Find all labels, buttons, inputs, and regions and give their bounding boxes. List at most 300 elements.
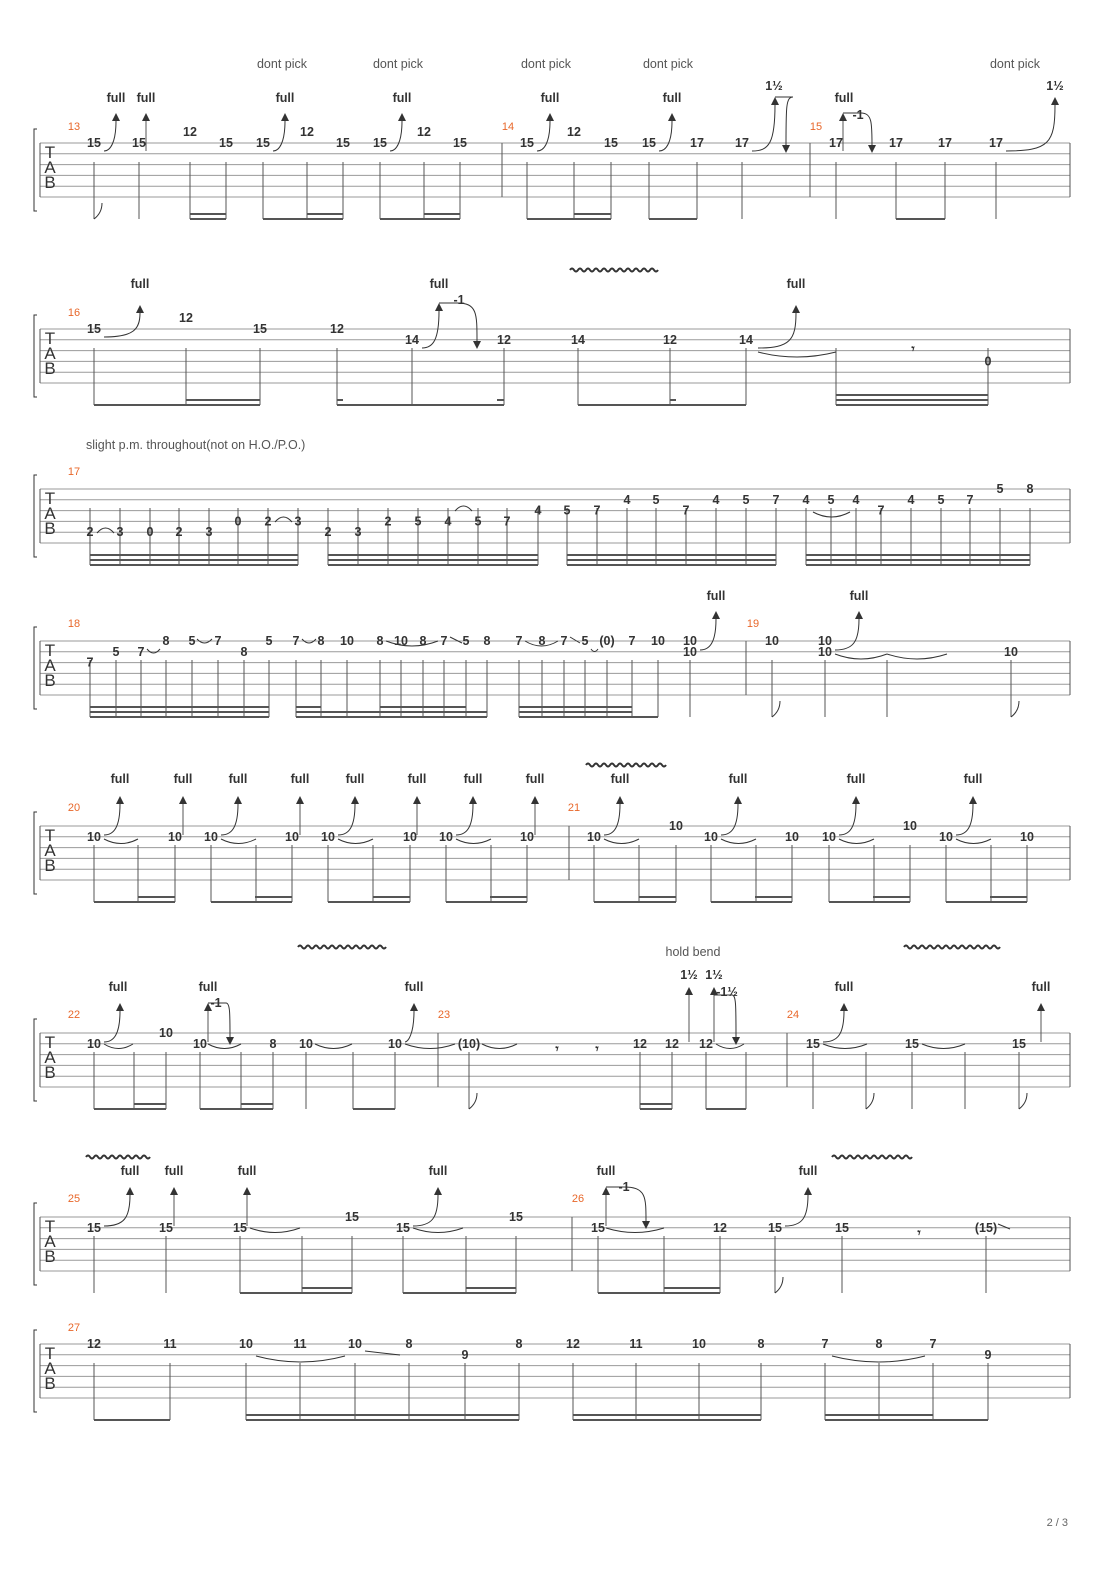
bend-curve <box>839 804 856 835</box>
tab-clef-letter: A <box>44 841 56 860</box>
tie-slur <box>887 654 947 659</box>
measure-number: 22 <box>67 1009 81 1021</box>
fret-number: 9 <box>461 1347 469 1362</box>
technique-annotation: dont pick <box>256 57 308 71</box>
tab-clef-letter: B <box>44 671 56 690</box>
bend-amount: full <box>110 772 130 786</box>
tab-clef-letter: A <box>44 504 56 523</box>
fret-number: 10 <box>651 634 665 648</box>
fret-number: 14 <box>739 332 753 347</box>
bend-arrowhead <box>804 1187 812 1195</box>
bend-amount: full <box>198 980 218 994</box>
tie-slur <box>456 839 491 844</box>
page-indicator: 2 / 3 <box>1046 1517 1068 1529</box>
tie-slur <box>147 649 160 653</box>
tie-slur <box>104 1044 133 1049</box>
fret-number: 5 <box>827 492 835 507</box>
release-curve <box>439 303 477 341</box>
bend-amount: full <box>834 91 854 105</box>
fret-number: 3 <box>116 525 124 540</box>
fret-number: 15 <box>219 136 233 150</box>
fret-number: 7 <box>137 644 145 659</box>
bend-curve <box>413 1195 438 1226</box>
release-amount: -1 <box>210 996 222 1010</box>
fret-number: 12 <box>179 311 193 325</box>
fret-number: 15 <box>905 1036 919 1051</box>
fret-number: 7 <box>560 634 568 648</box>
fret-number: 15 <box>253 322 267 336</box>
slide <box>450 637 462 643</box>
note-flag <box>1019 1093 1027 1109</box>
fret-number: 4 <box>534 503 542 518</box>
fret-number: 3 <box>294 514 302 529</box>
vibrato-mark <box>570 269 658 272</box>
fret-number: 7 <box>682 503 690 518</box>
fret-number: 15 <box>604 136 618 150</box>
bend-amount: full <box>120 1164 140 1178</box>
fret-number: 5 <box>462 634 470 648</box>
fret-number: 10 <box>822 829 836 844</box>
system-brace <box>34 315 37 397</box>
fret-number: (15) <box>974 1220 998 1235</box>
bend-arrowhead <box>1037 1003 1045 1011</box>
tie-slur <box>956 839 991 844</box>
bend-amount: full <box>275 91 295 105</box>
bend-amount: full <box>1031 980 1051 994</box>
bend-curve <box>785 1195 808 1226</box>
fret-number: 8 <box>538 634 546 648</box>
fret-number: 15 <box>336 136 350 150</box>
technique-annotation: dont pick <box>372 57 424 71</box>
release-amount: -1 <box>453 293 465 307</box>
fret-number: 5 <box>937 492 945 507</box>
system-brace <box>34 1330 37 1412</box>
eighth-rest: 𝄾 <box>917 1226 921 1240</box>
bend-amount: 1½ <box>1046 79 1064 93</box>
tab-clef-letter: A <box>44 158 56 177</box>
tab-clef-letter: T <box>44 1033 56 1052</box>
fret-number: 0 <box>234 514 242 529</box>
bend-amount: full <box>834 980 854 994</box>
fret-number: 17 <box>829 136 843 150</box>
fret-number: 10 <box>321 829 335 844</box>
fret-number: 11 <box>163 1337 177 1351</box>
tie-slur <box>721 839 756 844</box>
fret-number: 12 <box>183 125 197 139</box>
fret-number: 10 <box>87 829 101 844</box>
bend-arrowhead <box>969 796 977 804</box>
tie-slur <box>823 1044 867 1049</box>
fret-number: 8 <box>317 634 325 648</box>
bend-arrowhead <box>685 987 693 995</box>
tab-clef-letter: A <box>44 1048 56 1067</box>
fret-number: 8 <box>162 634 170 648</box>
note-flag <box>866 1093 874 1109</box>
bend-amount: full <box>525 772 545 786</box>
fret-number: 5 <box>474 514 482 529</box>
bend-arrowhead <box>771 97 779 105</box>
fret-number: 10 <box>587 829 601 844</box>
fret-number: 7 <box>515 634 523 648</box>
tie-slur <box>250 1228 300 1233</box>
bend-arrowhead <box>136 305 144 313</box>
note-flag <box>775 1277 783 1293</box>
bend-amount: 1½ <box>705 968 723 982</box>
bend-arrowhead <box>434 1187 442 1195</box>
fret-number: 8 <box>875 1337 883 1351</box>
tab-clef-letter: A <box>44 656 56 675</box>
tie-slur <box>256 1356 345 1362</box>
fret-number: 17 <box>889 136 903 150</box>
bend-arrowhead <box>602 1187 610 1195</box>
bend-curve <box>752 105 775 151</box>
fret-number: 7 <box>821 1337 829 1351</box>
bend-amount: full <box>404 980 424 994</box>
fret-number: 10 <box>765 634 779 648</box>
bend-arrowhead <box>296 796 304 804</box>
tie-slur <box>482 1044 517 1049</box>
bend-amount: full <box>728 772 748 786</box>
tie-slur <box>604 839 639 844</box>
bend-amount: full <box>392 91 412 105</box>
bend-curve <box>104 1195 130 1226</box>
fret-number: 8 <box>515 1337 523 1351</box>
bend-amount: 1½ <box>680 968 698 982</box>
tab-clef-letter: A <box>44 1232 56 1251</box>
fret-number: 17 <box>938 136 952 150</box>
fret-number: 4 <box>907 492 915 507</box>
fret-number: 15 <box>520 136 534 150</box>
bend-curve <box>700 619 716 650</box>
fret-number: 12 <box>417 125 431 139</box>
bend-arrowhead <box>112 113 120 121</box>
tab-clef-letter: B <box>44 1247 56 1266</box>
tab-clef-letter: A <box>44 344 56 363</box>
fret-number: 8 <box>240 644 248 659</box>
fret-number: 7 <box>503 514 511 529</box>
fret-number: 17 <box>690 136 704 150</box>
fret-number: 0 <box>984 354 992 369</box>
measure-number: 14 <box>501 121 515 133</box>
release-arrowhead <box>868 145 876 153</box>
fret-number: 12 <box>663 332 677 347</box>
tab-clef-letter: B <box>44 519 56 538</box>
bend-amount: full <box>130 277 150 291</box>
bend-amount: full <box>540 91 560 105</box>
fret-number: 10 <box>193 1036 207 1051</box>
fret-number: 14 <box>571 332 585 347</box>
fret-number: 10 <box>159 1025 173 1040</box>
bend-arrowhead <box>116 1003 124 1011</box>
fret-number: 2 <box>384 514 392 529</box>
fret-number: 2 <box>175 525 183 540</box>
fret-number: 12 <box>87 1337 101 1351</box>
tie-slur <box>591 649 598 652</box>
fret-number: 10 <box>939 829 953 844</box>
bend-curve <box>1006 105 1055 151</box>
fret-number: 7 <box>966 492 974 507</box>
release-curve <box>714 995 736 1037</box>
fret-number: 8 <box>376 634 384 648</box>
bend-arrowhead <box>116 796 124 804</box>
fret-number: 12 <box>633 1036 647 1051</box>
tab-clef-letter: T <box>44 641 56 660</box>
fret-number: 7 <box>440 634 448 648</box>
fret-number: 15 <box>87 136 101 150</box>
bend-arrowhead <box>410 1003 418 1011</box>
measure-number: 21 <box>567 802 581 814</box>
fret-number: 5 <box>581 634 589 648</box>
tab-clef-letter: B <box>44 173 56 192</box>
bend-curve <box>104 804 120 835</box>
fret-number: 7 <box>772 492 780 507</box>
note-flag <box>94 203 102 219</box>
fret-number: 10 <box>239 1337 253 1351</box>
fret-number: 12 <box>699 1036 713 1051</box>
bend-amount: full <box>228 772 248 786</box>
fret-number: 11 <box>629 1337 643 1351</box>
note-flag <box>772 701 780 717</box>
bend-curve <box>104 121 116 151</box>
fret-number: 3 <box>354 525 362 540</box>
fret-number: 7 <box>877 503 885 518</box>
bend-curve <box>221 804 238 835</box>
tab-clef-letter: B <box>44 359 56 378</box>
fret-number: 2 <box>86 525 94 540</box>
system-brace <box>34 475 37 557</box>
fret-number: 7 <box>628 634 636 648</box>
fret-number: 5 <box>996 482 1004 496</box>
fret-number: 12 <box>566 1337 580 1351</box>
bend-arrowhead <box>852 796 860 804</box>
tie-slur <box>104 839 138 844</box>
bend-arrowhead <box>668 113 676 121</box>
fret-number: 10 <box>1004 644 1018 659</box>
fret-number: 5 <box>563 503 571 518</box>
bend-amount: full <box>290 772 310 786</box>
technique-annotation: dont pick <box>520 57 572 71</box>
fret-number: 10 <box>168 829 182 844</box>
fret-number: 5 <box>265 634 273 648</box>
bend-curve <box>604 804 620 835</box>
measure-number: 17 <box>67 466 81 478</box>
fret-number: 12 <box>497 332 511 347</box>
fret-number: 10 <box>285 829 299 844</box>
fret-number: 15 <box>87 1220 101 1235</box>
vibrato-mark <box>586 764 666 767</box>
fret-number: 12 <box>567 125 581 139</box>
bend-amount: full <box>706 589 726 603</box>
fret-number: 10 <box>704 829 718 844</box>
bend-curve <box>405 1011 414 1042</box>
bend-amount: full <box>345 772 365 786</box>
measure-number: 19 <box>746 618 760 630</box>
tie-slur <box>922 1044 965 1049</box>
bend-arrowhead <box>234 796 242 804</box>
bend-curve <box>338 804 355 835</box>
fret-number: 15 <box>642 136 656 150</box>
bend-amount: full <box>846 772 866 786</box>
fret-number: 15 <box>806 1036 820 1051</box>
fret-number: 15 <box>453 136 467 150</box>
bend-arrowhead <box>413 796 421 804</box>
fret-number: 12 <box>330 322 344 336</box>
bend-amount: full <box>164 1164 184 1178</box>
fret-number: 15 <box>768 1220 782 1235</box>
fret-number: (10) <box>457 1036 481 1051</box>
fret-number: 10 <box>204 829 218 844</box>
bend-arrowhead <box>243 1187 251 1195</box>
fret-number: 8 <box>757 1337 765 1351</box>
fret-number: 8 <box>1026 482 1034 496</box>
release-amount: -1 <box>852 108 864 122</box>
fret-number: 5 <box>652 492 660 507</box>
fret-number: 4 <box>444 514 452 529</box>
bend-arrowhead <box>126 1187 134 1195</box>
bend-amount: full <box>429 277 449 291</box>
fret-number: 7 <box>593 503 601 518</box>
fret-number: 10 <box>439 829 453 844</box>
technique-annotation: dont pick <box>642 57 694 71</box>
technique-annotation: dont pick <box>989 57 1041 71</box>
fret-number: 10 <box>692 1337 706 1351</box>
tie-slur <box>606 1228 664 1233</box>
tab-clef-letter: A <box>44 1359 56 1378</box>
bend-arrowhead <box>170 1187 178 1195</box>
bend-amount: 1½ <box>765 79 783 93</box>
fret-number: 3 <box>205 525 213 540</box>
fret-number: 4 <box>802 492 810 507</box>
fret-number: 10 <box>394 634 408 648</box>
tie-slur <box>758 352 836 357</box>
bend-curve <box>456 804 473 835</box>
fret-number: 10 <box>388 1036 402 1051</box>
fret-number: 15 <box>373 136 387 150</box>
measure-number: 27 <box>67 1322 81 1334</box>
fret-number: 5 <box>188 634 196 648</box>
fret-number: 15 <box>396 1220 410 1235</box>
fret-number: (0) <box>599 634 615 648</box>
fret-number: 8 <box>405 1337 413 1351</box>
bend-arrowhead <box>435 303 443 311</box>
fret-number: 15 <box>591 1220 605 1235</box>
bend-curve <box>721 804 738 835</box>
tab-clef-letter: T <box>44 826 56 845</box>
measure-number: 13 <box>67 121 81 133</box>
fret-number: 15 <box>256 136 270 150</box>
fret-number: 17 <box>989 136 1003 150</box>
technique-annotation: slight p.m. throughout(not on H.O./P.O.) <box>86 438 306 452</box>
fret-number: 15 <box>132 136 146 150</box>
eighth-rest: 𝄾 <box>911 342 915 356</box>
release-amount: -1½ <box>716 985 738 999</box>
fret-number: 12 <box>713 1220 727 1235</box>
fret-number: 4 <box>852 492 860 507</box>
fret-number: 12 <box>665 1036 679 1051</box>
fret-number: 10 <box>520 829 534 844</box>
bend-arrowhead <box>469 796 477 804</box>
fret-number: 5 <box>112 644 120 659</box>
bend-curve <box>758 313 796 348</box>
bend-arrowhead <box>616 796 624 804</box>
bend-curve <box>104 1011 120 1042</box>
fret-number: 15 <box>159 1220 173 1235</box>
eighth-rest: 𝄾 <box>555 1042 559 1056</box>
fret-number: 10 <box>683 644 697 659</box>
tab-clef-letter: B <box>44 856 56 875</box>
eighth-rest: 𝄾 <box>595 1042 599 1056</box>
fret-number: 17 <box>735 136 749 150</box>
fret-number: 8 <box>419 634 427 648</box>
bend-amount: full <box>136 91 156 105</box>
bend-curve <box>659 121 672 151</box>
bend-curve <box>537 121 550 151</box>
bend-amount: full <box>849 589 869 603</box>
tie-slur <box>208 1044 241 1049</box>
fret-number: 10 <box>340 634 354 648</box>
fret-number: 4 <box>712 492 720 507</box>
fret-number: 14 <box>405 332 419 347</box>
bend-curve <box>104 313 140 337</box>
fret-number: 5 <box>742 492 750 507</box>
bend-arrowhead <box>734 796 742 804</box>
vibrato-mark <box>86 1156 150 1159</box>
system-brace <box>34 1203 37 1285</box>
fret-number: 2 <box>264 514 272 529</box>
tab-clef-letter: T <box>44 489 56 508</box>
bend-arrowhead <box>546 113 554 121</box>
bend-curve <box>390 121 402 151</box>
tie-slur <box>413 1228 463 1233</box>
bend-amount: full <box>237 1164 257 1178</box>
vibrato-mark <box>832 1156 912 1159</box>
fret-number: 7 <box>929 1337 937 1351</box>
bend-arrowhead <box>855 611 863 619</box>
measure-number: 23 <box>437 1009 451 1021</box>
fret-number: 9 <box>984 1347 992 1362</box>
fret-number: 10 <box>903 818 917 833</box>
fret-number: 8 <box>483 634 491 648</box>
measure-number: 20 <box>67 802 81 814</box>
tie-slur <box>832 1356 925 1362</box>
technique-annotation: hold bend <box>665 945 721 959</box>
fret-number: 10 <box>1020 829 1034 844</box>
vibrato-mark <box>904 946 1000 949</box>
bend-arrowhead <box>792 305 800 313</box>
fret-number: 10 <box>683 634 697 648</box>
fret-number: 10 <box>818 634 832 648</box>
bend-arrowhead <box>351 796 359 804</box>
bend-arrowhead <box>840 1003 848 1011</box>
release-arrowhead <box>782 145 790 153</box>
bend-amount: full <box>798 1164 818 1178</box>
fret-number: 10 <box>818 644 832 659</box>
fret-number: 8 <box>269 1036 277 1051</box>
tab-clef-letter: T <box>44 1344 56 1363</box>
fret-number: 10 <box>669 818 683 833</box>
bend-arrowhead <box>1051 97 1059 105</box>
fret-number: 7 <box>292 634 300 648</box>
bend-amount: full <box>463 772 483 786</box>
fret-number: 0 <box>146 525 154 540</box>
tie-slur <box>835 654 887 659</box>
fret-number: 4 <box>623 492 631 507</box>
measure-number: 18 <box>67 618 81 630</box>
bend-amount: full <box>963 772 983 786</box>
tab-clef-letter: T <box>44 329 56 348</box>
bend-arrowhead <box>398 113 406 121</box>
measure-number: 16 <box>67 307 81 319</box>
